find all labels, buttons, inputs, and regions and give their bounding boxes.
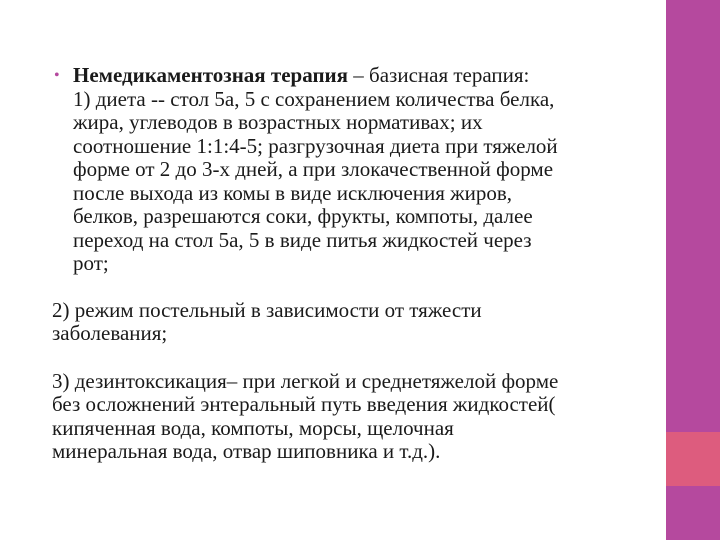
item3-line: 3) дезинтоксикация– при легкой и среднетяжелой форме [52,368,559,393]
item1-line: переход на стол 5а, 5 в виде питья жидкостей через [73,227,532,252]
paragraph-spacer [52,276,652,299]
bullet-paragraph [52,64,652,276]
decorative-side-bar-accent [666,432,720,486]
item1-line: соотношение 1:1:4-5; разгрузочная диета при тяжелой [73,133,558,158]
heading-line [73,64,652,88]
item1-line: белков, разрешаются соки, фрукты, компоты, далее [73,204,533,228]
therapy-heading: Немедикаментозная терапия [73,63,349,87]
item1-line: 1) диета -- стол 5а, 5 с сохранением количества белка, [73,86,555,111]
item2-line: заболевания; [52,321,168,345]
paragraph-spacer [52,346,652,370]
item1-line: после выхода из комы в виде исключения жиров, [73,180,513,205]
item3-line: минеральная вода, отвар шиповника и т.д.). [52,439,441,463]
item2-line: 2) режим постельный в зависимости от тяжести [52,297,482,322]
item1-line: рот; [73,251,109,275]
slide-text [52,64,652,464]
item3-line: без осложнений энтеральный путь введения жидкостей( [52,392,556,416]
item3-paragraph [52,370,652,464]
bullet-dot-icon: • [54,67,60,84]
item2-paragraph [52,299,652,346]
therapy-heading-rest: – базисная терапия: [348,63,530,87]
item1-line: жира, углеводов в возрастных нормативах; их [73,110,483,134]
item3-line: кипяченная вода, компоты, морсы, щелочная [52,415,454,440]
item1-line: форме от 2 до 3-х дней, а при злокачественной форме [73,157,554,181]
